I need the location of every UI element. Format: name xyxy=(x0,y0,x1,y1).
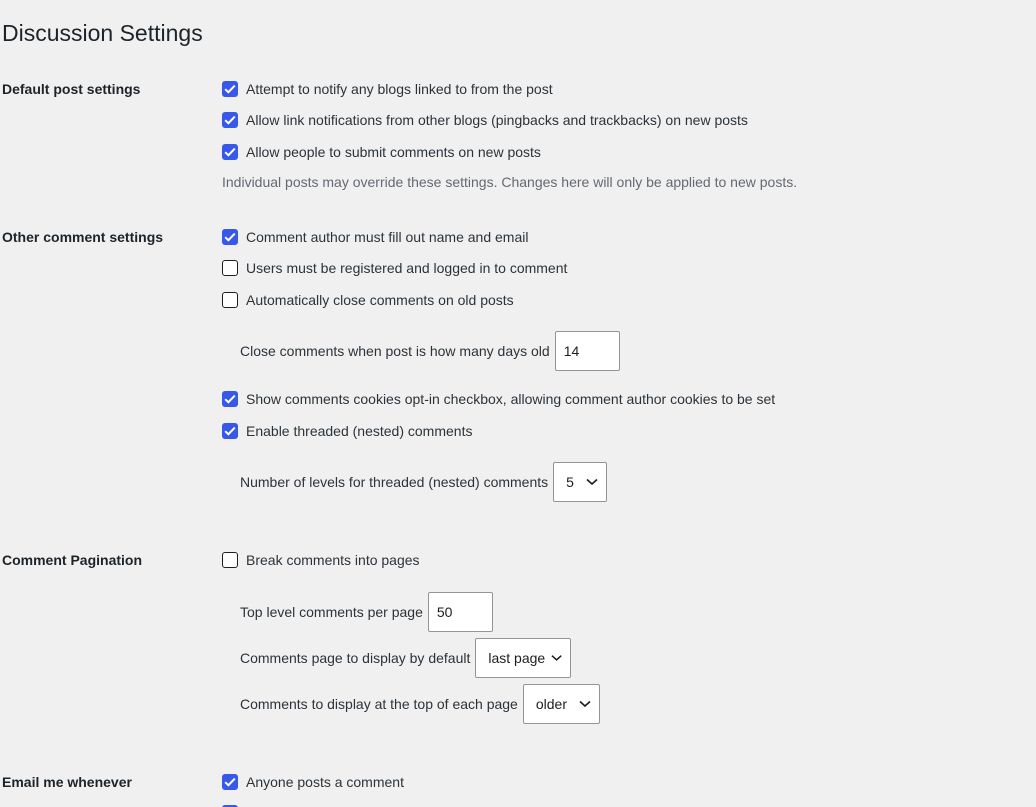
section-label-email: Email me whenever xyxy=(2,774,132,790)
section-label-pagination: Comment Pagination xyxy=(2,552,143,568)
order-row xyxy=(240,684,600,724)
checkbox-label: Anyone posts a comment xyxy=(246,774,404,790)
default-page-row xyxy=(240,638,571,678)
check-icon xyxy=(224,426,236,436)
check-icon xyxy=(224,232,236,242)
default-page-select[interactable] xyxy=(475,638,571,678)
default-post-description: Individual posts may override these settings. Changes here will only be applied to new posts. xyxy=(222,174,798,190)
check-icon xyxy=(224,777,236,787)
checkbox[interactable] xyxy=(222,112,238,128)
chevron-down-icon xyxy=(586,478,598,486)
chevron-down-icon xyxy=(551,654,562,662)
checkbox-label: Allow link notifications from other blogs (pingbacks and trackbacks) on new posts xyxy=(246,112,748,128)
checkbox[interactable] xyxy=(222,292,238,308)
per-page-label: Top level comments per page xyxy=(240,604,423,620)
checkbox[interactable] xyxy=(222,144,238,160)
close-days-input[interactable]: 14 xyxy=(555,331,620,371)
section-label-other-comment: Other comment settings xyxy=(2,229,164,245)
checkbox[interactable] xyxy=(222,391,238,407)
order-label: Comments to display at the top of each page xyxy=(240,696,518,712)
default-page-label: Comments page to display by default xyxy=(240,650,471,666)
per-page-input[interactable]: 50 xyxy=(428,592,493,632)
per-page-row xyxy=(240,592,493,632)
close-days-label: Close comments when post is how many days old xyxy=(240,343,550,359)
check-icon xyxy=(224,115,236,125)
page-title: Discussion Settings xyxy=(2,20,203,46)
select-value: older xyxy=(535,696,567,712)
thread-levels-row xyxy=(240,462,607,502)
thread-levels-label: Number of levels for threaded (nested) comments xyxy=(240,474,549,490)
check-icon xyxy=(224,147,236,157)
section-label-default-post: Default post settings xyxy=(2,81,141,97)
checkbox[interactable] xyxy=(222,81,238,97)
checkbox-label: Users must be registered and logged in to comment xyxy=(246,260,568,276)
checkbox[interactable] xyxy=(222,260,238,276)
checkbox[interactable] xyxy=(222,423,238,439)
checkbox-row-break-pages[interactable] xyxy=(222,551,420,569)
check-icon xyxy=(224,394,236,404)
checkbox-row-allow-comments[interactable] xyxy=(222,143,541,161)
checkbox-row-auto-close-comments[interactable] xyxy=(222,291,514,309)
checkbox-label: Enable threaded (nested) comments xyxy=(246,423,473,439)
close-days-row xyxy=(240,331,620,371)
checkbox-label: Allow people to submit comments on new posts xyxy=(246,144,541,160)
checkbox-label: Comment author must fill out name and email xyxy=(246,229,529,245)
checkbox-label: Automatically close comments on old posts xyxy=(246,292,514,308)
checkbox[interactable] xyxy=(222,774,238,790)
checkbox-row-allow-pingbacks[interactable] xyxy=(222,111,748,129)
checkbox-label: Attempt to notify any blogs linked to from the post xyxy=(246,81,553,97)
checkbox-row-require-registration[interactable] xyxy=(222,259,567,277)
checkbox-row-notify-linked-blogs[interactable] xyxy=(222,80,553,98)
check-icon xyxy=(224,84,236,94)
chevron-down-icon xyxy=(579,700,591,708)
select-value: 5 xyxy=(566,474,574,490)
checkbox-row-threaded-comments[interactable] xyxy=(222,422,472,440)
checkbox-row-anyone-posts-comment[interactable] xyxy=(222,773,404,791)
order-select[interactable] xyxy=(523,684,600,724)
checkbox-row-require-name-email[interactable] xyxy=(222,228,528,246)
checkbox-row-cookies-opt-in[interactable] xyxy=(222,390,775,408)
select-value: last page xyxy=(488,650,546,666)
checkbox-label: Show comments cookies opt-in checkbox, allowing comment author cookies to be set xyxy=(246,391,776,407)
checkbox-label: Break comments into pages xyxy=(246,552,420,568)
thread-levels-select[interactable] xyxy=(553,462,607,502)
checkbox[interactable] xyxy=(222,552,238,568)
checkbox[interactable] xyxy=(222,229,238,245)
